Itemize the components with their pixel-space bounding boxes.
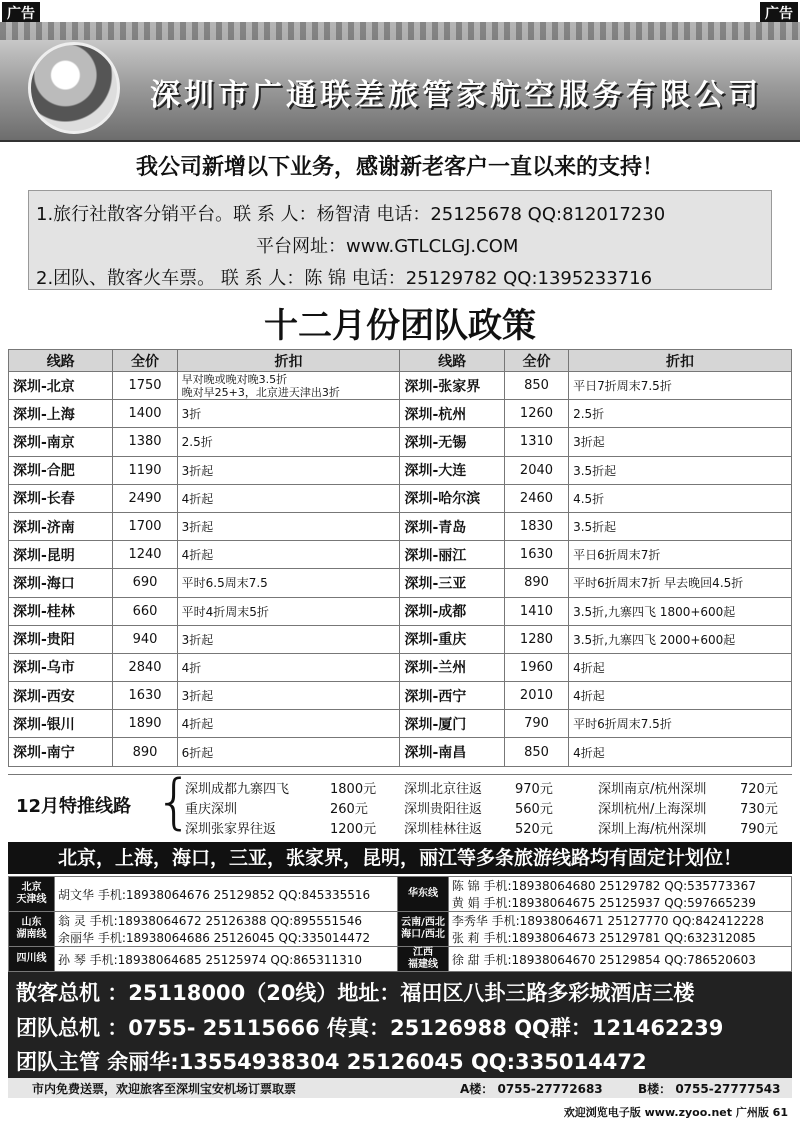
contact-list-left	[55, 912, 398, 947]
contact-person: 徐 甜 手机:18938064670 25129854 QQ:786520603	[451, 952, 756, 967]
header-price: 全价	[113, 350, 177, 372]
platform-url[interactable]: 平台网址：www.GTLCLGJ.COM	[256, 236, 519, 257]
special-route-price: 790元	[740, 822, 778, 837]
policy-row	[9, 597, 792, 625]
price-cell: 660	[113, 597, 177, 625]
policy-row	[9, 625, 792, 653]
route-cell: 深圳-海口	[9, 569, 113, 597]
special-route-name: 深圳桂林往返	[404, 822, 483, 837]
discount-cell: 3.5折,九寨四飞 2000+600起	[569, 625, 792, 653]
hotline-group: 团队总机 ：0755- 25115666 传真：25126988 QQ群：121462239	[16, 1016, 724, 1040]
route-cell: 深圳-西宁	[400, 682, 504, 710]
route-cell: 深圳-长春	[9, 484, 113, 512]
discount-cell: 6折起	[177, 738, 400, 766]
discount-cell: 3.5折,九寨四飞 1800+600起	[569, 597, 792, 625]
contact-person: 黄 娟 手机:18938064675 25125937 QQ:597665239	[451, 896, 756, 910]
discount-cell: 4.5折	[569, 484, 792, 512]
footer-notice: 市内免费送票，欢迎旅客至深圳宝安机场订票取票	[32, 1082, 297, 1096]
special-route-price: 260元	[330, 802, 368, 817]
policy-row	[9, 428, 792, 456]
contact-person: 孙 琴 手机:18938064685 25125974 QQ:865311310	[58, 952, 363, 967]
contact-list-right	[448, 877, 791, 912]
discount-cell: 4折起	[569, 653, 792, 681]
price-cell: 790	[504, 710, 568, 738]
contact-list-right	[448, 947, 791, 972]
route-cell: 深圳-南宁	[9, 738, 113, 766]
discount-cell: 4折起	[177, 484, 400, 512]
route-cell: 深圳-北京	[9, 372, 113, 400]
price-cell: 1890	[113, 710, 177, 738]
policy-row	[9, 512, 792, 540]
route-cell: 深圳-哈尔滨	[400, 484, 504, 512]
contact-list-left	[55, 877, 398, 912]
discount-cell: 3折	[177, 400, 400, 428]
discount-cell: 平时6.5周末7.5	[177, 569, 400, 597]
price-cell: 1960	[504, 653, 568, 681]
contact-list-right	[448, 912, 791, 947]
policy-row	[9, 484, 792, 512]
special-route-price: 1200元	[330, 822, 377, 837]
route-cell: 深圳-无锡	[400, 428, 504, 456]
page-info: 欢迎浏览电子版 www.zyoo.net 广州版 61	[563, 1106, 788, 1119]
discount-cell: 4折起	[177, 710, 400, 738]
contact-list-left	[55, 947, 398, 972]
policy-row	[9, 710, 792, 738]
policy-row	[9, 738, 792, 766]
route-cell: 深圳-贵阳	[9, 625, 113, 653]
header-discount: 折扣	[177, 350, 400, 372]
region-label: 北京 天津线	[9, 877, 55, 912]
special-route-price: 730元	[740, 802, 778, 817]
header-discount: 折扣	[569, 350, 792, 372]
brace-icon: {	[155, 767, 194, 837]
special-route-price: 520元	[515, 822, 553, 837]
contact-person: 胡文华 手机:18938064676 25129852 QQ:845335516	[58, 887, 371, 902]
route-cell: 深圳-杭州	[400, 400, 504, 428]
price-cell: 1380	[113, 428, 177, 456]
policy-row	[9, 541, 792, 569]
price-cell: 1400	[113, 400, 177, 428]
contact-person: 翁 灵 手机:18938064672 25126388 QQ:895551546	[58, 914, 363, 928]
contact-row	[9, 947, 792, 972]
route-cell: 深圳-合肥	[9, 456, 113, 484]
policy-table	[8, 349, 792, 767]
policy-row	[9, 372, 792, 400]
special-route-name: 深圳北京往返	[404, 782, 483, 797]
service-line-2: 2.团队、散客火车票。 联 系 人：陈 锦 电话：25129782 QQ:1395233716	[36, 268, 653, 289]
hotline-retail: 散客总机 ：25118000（20线）地址：福田区八卦三路多彩城酒店三楼	[16, 981, 695, 1005]
route-cell: 深圳-昆明	[9, 541, 113, 569]
service-line-1: 1.旅行社散客分销平台。联 系 人：杨智清 电话：25125678 QQ:812017230	[36, 204, 666, 225]
route-cell: 深圳-济南	[9, 512, 113, 540]
policy-row	[9, 400, 792, 428]
contact-person: 李秀华 手机:18938064671 25127770 QQ:842412228	[451, 914, 765, 928]
policy-row	[9, 456, 792, 484]
hotline-supervisor: 团队主管 余丽华:13554938304 25126045 QQ:335014472	[16, 1050, 647, 1074]
price-cell: 1630	[113, 682, 177, 710]
price-cell: 2460	[504, 484, 568, 512]
price-cell: 1830	[504, 512, 568, 540]
discount-cell: 平时4折周末5折	[177, 597, 400, 625]
price-cell: 2040	[504, 456, 568, 484]
ad-tag-left: 广告	[2, 2, 40, 24]
header-price: 全价	[504, 350, 568, 372]
company-name: 深圳市广通联差旅管家航空服务有限公司	[150, 78, 762, 113]
header-route: 线路	[400, 350, 504, 372]
policy-table-header	[9, 350, 792, 372]
banner-pattern	[0, 22, 800, 40]
footer-b-building: B楼： 0755-27777543	[638, 1082, 781, 1096]
special-route-price: 1800元	[330, 782, 377, 797]
price-cell: 1280	[504, 625, 568, 653]
region-label: 四川线	[9, 947, 55, 972]
region-label: 江西 福建线	[398, 947, 449, 972]
discount-cell: 平日7折周末7.5折	[569, 372, 792, 400]
route-cell: 深圳-兰州	[400, 653, 504, 681]
discount-cell: 3.5折起	[569, 456, 792, 484]
discount-cell: 3折起	[177, 682, 400, 710]
region-label: 山东 湖南线	[9, 912, 55, 947]
route-cell: 深圳-三亚	[400, 569, 504, 597]
route-cell: 深圳-张家界	[400, 372, 504, 400]
contact-row	[9, 877, 792, 912]
route-cell: 深圳-丽江	[400, 541, 504, 569]
policy-row	[9, 682, 792, 710]
discount-cell: 3.5折起	[569, 512, 792, 540]
route-cell: 深圳-南京	[9, 428, 113, 456]
discount-cell: 4折起	[569, 682, 792, 710]
footer-a-building: A楼： 0755-27772683	[460, 1082, 603, 1096]
ad-tag-right: 广告	[760, 2, 798, 24]
contact-person: 张 莉 手机:18938064673 25129781 QQ:632312085	[451, 931, 756, 945]
discount-cell: 早对晚或晚对晚3.5折 晚对早25+3，北京进天津出3折	[177, 372, 400, 400]
fixed-plan-banner: 北京，上海，海口，三亚，张家界，昆明，丽江等多条旅游线路均有固定计划位！	[8, 842, 792, 874]
discount-cell: 平日6折周末7折	[569, 541, 792, 569]
contact-person: 余丽华 手机:18938064686 25126045 QQ:335014472	[58, 931, 371, 945]
discount-cell: 3折起	[569, 428, 792, 456]
price-cell: 1410	[504, 597, 568, 625]
price-cell: 1190	[113, 456, 177, 484]
route-cell: 深圳-乌市	[9, 653, 113, 681]
price-cell: 2840	[113, 653, 177, 681]
price-cell: 850	[504, 372, 568, 400]
route-cell: 深圳-银川	[9, 710, 113, 738]
contacts-table	[8, 876, 792, 972]
price-cell: 1240	[113, 541, 177, 569]
header-route: 线路	[9, 350, 113, 372]
company-logo-icon	[28, 42, 120, 134]
special-route-price: 970元	[515, 782, 553, 797]
special-route-price: 560元	[515, 802, 553, 817]
discount-cell: 4折起	[177, 541, 400, 569]
price-cell: 890	[504, 569, 568, 597]
price-cell: 940	[113, 625, 177, 653]
discount-cell: 2.5折	[569, 400, 792, 428]
route-cell: 深圳-重庆	[400, 625, 504, 653]
policy-row	[9, 569, 792, 597]
contact-person: 陈 锦 手机:18938064680 25129782 QQ:535773367	[451, 879, 756, 893]
special-route-name: 深圳杭州/上海深圳	[598, 802, 707, 817]
special-route-name: 深圳张家界往返	[185, 822, 277, 837]
route-cell: 深圳-西安	[9, 682, 113, 710]
special-route-name: 深圳贵阳往返	[404, 802, 483, 817]
special-routes-label: 12月特推线路	[16, 796, 132, 817]
route-cell: 深圳-厦门	[400, 710, 504, 738]
discount-cell: 3折起	[177, 456, 400, 484]
route-cell: 深圳-青岛	[400, 512, 504, 540]
policy-title: 十二月份团队政策	[264, 306, 536, 346]
route-cell: 深圳-南昌	[400, 738, 504, 766]
price-cell: 850	[504, 738, 568, 766]
discount-cell: 平时6折周末7.5折	[569, 710, 792, 738]
region-label: 华东线	[398, 877, 449, 912]
price-cell: 1310	[504, 428, 568, 456]
discount-cell: 4折	[177, 653, 400, 681]
price-cell: 890	[113, 738, 177, 766]
discount-cell: 3折起	[177, 625, 400, 653]
announcement: 我公司新增以下业务，感谢新老客户一直以来的支持！	[135, 155, 664, 180]
special-route-price: 720元	[740, 782, 778, 797]
price-cell: 2490	[113, 484, 177, 512]
special-route-name: 重庆深圳	[185, 802, 238, 817]
route-cell: 深圳-大连	[400, 456, 504, 484]
discount-cell: 3折起	[177, 512, 400, 540]
contact-row	[9, 912, 792, 947]
price-cell: 2010	[504, 682, 568, 710]
footer-notice-bar	[8, 1078, 792, 1098]
route-cell: 深圳-桂林	[9, 597, 113, 625]
special-route-name: 深圳成都九寨四飞	[185, 782, 290, 797]
region-label: 云南/西北 海口/西北	[398, 912, 449, 947]
discount-cell: 平时6折周末7折 早去晚回4.5折	[569, 569, 792, 597]
route-cell: 深圳-上海	[9, 400, 113, 428]
discount-cell: 2.5折	[177, 428, 400, 456]
special-route-name: 深圳上海/杭州深圳	[598, 822, 707, 837]
policy-row	[9, 653, 792, 681]
price-cell: 1750	[113, 372, 177, 400]
price-cell: 1260	[504, 400, 568, 428]
route-cell: 深圳-成都	[400, 597, 504, 625]
discount-cell: 4折起	[569, 738, 792, 766]
price-cell: 1700	[113, 512, 177, 540]
special-route-name: 深圳南京/杭州深圳	[598, 782, 707, 797]
price-cell: 690	[113, 569, 177, 597]
price-cell: 1630	[504, 541, 568, 569]
